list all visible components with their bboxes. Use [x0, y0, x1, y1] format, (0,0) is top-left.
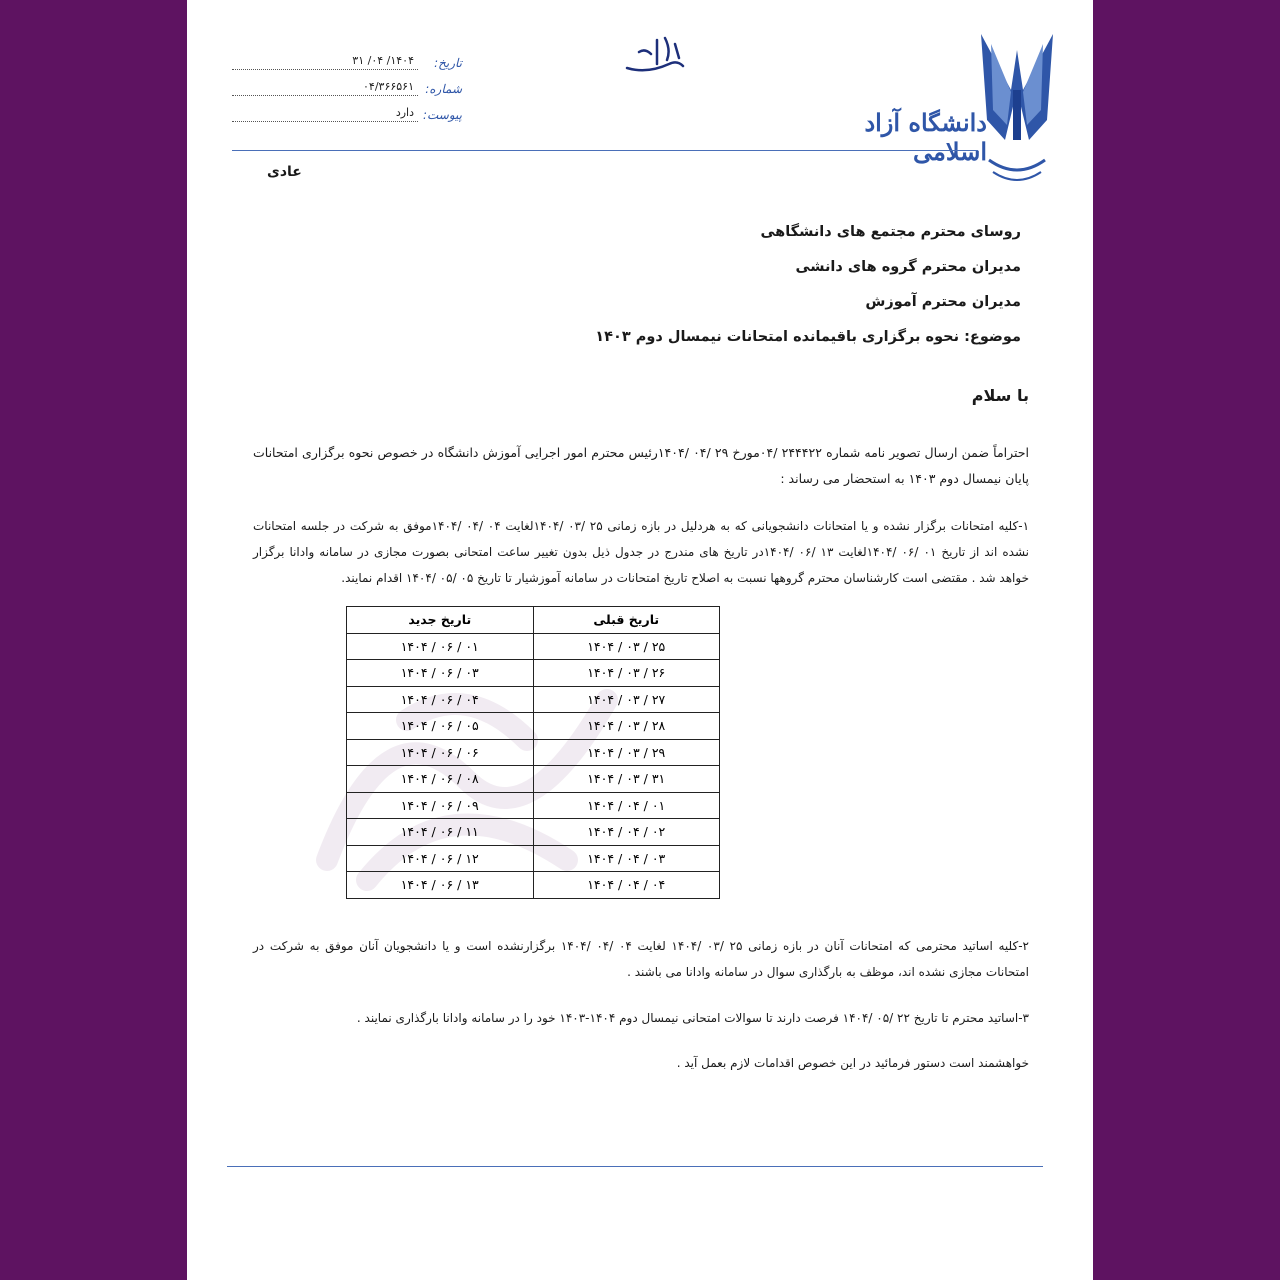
table-row — [347, 660, 720, 687]
footer-divider — [227, 1166, 1043, 1167]
date-row — [232, 54, 462, 80]
previous-date-cell: ۲۹ / ۰۳ / ۱۴۰۴ — [533, 739, 720, 766]
table-row — [347, 845, 720, 872]
new-date-cell: ۱۲ / ۰۶ / ۱۴۰۴ — [347, 845, 534, 872]
new-date-cell: ۱۱ / ۰۶ / ۱۴۰۴ — [347, 819, 534, 846]
table-row — [347, 713, 720, 740]
previous-date-cell: ۰۴ / ۰۴ / ۱۴۰۴ — [533, 872, 720, 899]
previous-date-cell: ۲۵ / ۰۳ / ۱۴۰۴ — [533, 633, 720, 660]
table-row — [347, 739, 720, 766]
classification-label: عادی — [267, 164, 302, 180]
attachment-label: پیوست: — [422, 108, 462, 122]
table-header-row — [347, 607, 720, 634]
new-date-cell: ۰۶ / ۰۶ / ۱۴۰۴ — [347, 739, 534, 766]
new-date-cell: ۰۸ / ۰۶ / ۱۴۰۴ — [347, 766, 534, 793]
date-label: تاریخ: — [434, 56, 462, 70]
table-row — [347, 872, 720, 899]
item-2-paragraph: ۲-کلیه اساتید محترمی که امتحانات آنان در بازه زمانی ۲۵ /۰۳ /۱۴۰۴ لغایت ۰۴ /۰۴ /۱۴۰۴ برگزارنشده است و یا دانشجویان آنان موفق به شرکت در امتحانات مجازی نشده اند، موظف به بارگذاری سوال در سامانه وادانا می باشند . — [253, 939, 1029, 979]
table-row — [347, 686, 720, 713]
basmala-calligraphy — [617, 30, 697, 80]
previous-date-cell: ۳۱ / ۰۳ / ۱۴۰۴ — [533, 766, 720, 793]
addressee-line: مدیران محترم گروه های دانشی — [795, 259, 1021, 275]
attachment-value: دارد — [395, 106, 414, 119]
addressee-line: مدیران محترم آموزش — [865, 294, 1021, 310]
subject-line: موضوع: نحوه برگزاری باقیمانده امتحانات نیمسال دوم ۱۴۰۳ — [595, 329, 1021, 345]
addressee-line: روسای محترم مجتمع های دانشگاهی — [760, 224, 1021, 240]
dotted-line — [232, 69, 418, 70]
university-logo-icon — [977, 30, 1057, 190]
new-date-cell: ۰۳ / ۰۶ / ۱۴۰۴ — [347, 660, 534, 687]
letter-meta — [232, 54, 462, 132]
number-row — [232, 80, 462, 106]
addressees — [595, 218, 1021, 358]
number-label: شماره: — [425, 82, 462, 96]
table-row — [347, 792, 720, 819]
new-date-cell: ۰۱ / ۰۶ / ۱۴۰۴ — [347, 633, 534, 660]
letter-page — [187, 0, 1093, 1280]
greeting: با سلام — [971, 386, 1029, 405]
table-row — [347, 633, 720, 660]
item-1-paragraph: ۱-کلیه امتحانات برگزار نشده و یا امتحانات دانشجویانی که به هردلیل در بازه زمانی ۲۵ /۰۳ /۱۴۰۴لغایت ۰۴ /۰۴ /۱۴۰۴موفق به شرکت در جلسه امتحانات نشده اند از تاریخ ۰۱ /۰۶ /۱۴۰۴لغایت ۱۳ /۰۶ /۱۴۰۴در تاریخ های مندرج در جدول ذیل بدون تغییر ساعت امتحانی بصورت مجازی در سامانه وادانا برگزار خواهد شد . مقتضی است کارشناسان محترم گروهها نسبت به اصلاح تاریخ امتحانات در سامانه آموزشیار تا تاریخ ۰۵ /۰۵ /۱۴۰۴ اقدام نمایند. — [253, 519, 1030, 585]
previous-date-cell: ۲۷ / ۰۳ / ۱۴۰۴ — [533, 686, 720, 713]
table-row — [347, 819, 720, 846]
university-name: دانشگاه آزاد اسلامی — [864, 108, 987, 166]
table-row — [347, 766, 720, 793]
previous-date-cell: ۲۶ / ۰۳ / ۱۴۰۴ — [533, 660, 720, 687]
column-header-new: تاریخ جدید — [347, 607, 534, 634]
attachment-row — [232, 106, 462, 132]
exam-dates-table — [346, 606, 720, 899]
dotted-line — [232, 95, 418, 96]
header-divider — [232, 150, 978, 151]
previous-date-cell: ۰۱ / ۰۴ / ۱۴۰۴ — [533, 792, 720, 819]
item-3-paragraph: ۳-اساتید محترم تا تاریخ ۲۲ /۰۵ /۱۴۰۴ فرصت دارند تا سوالات امتحانی نیمسال دوم ۱۴۰۴-۱۴۰۳ خود را در سامانه وادانا بارگذاری نمایند . — [356, 1011, 1029, 1025]
new-date-cell: ۰۹ / ۰۶ / ۱۴۰۴ — [347, 792, 534, 819]
new-date-cell: ۰۴ / ۰۶ / ۱۴۰۴ — [347, 686, 534, 713]
dotted-line — [232, 121, 418, 122]
closing-paragraph: خواهشمند است دستور فرمائید در این خصوص اقدامات لازم بعمل آید . — [676, 1056, 1029, 1070]
new-date-cell: ۰۵ / ۰۶ / ۱۴۰۴ — [347, 713, 534, 740]
previous-date-cell: ۰۳ / ۰۴ / ۱۴۰۴ — [533, 845, 720, 872]
date-value: ۱۴۰۴/ ۰۴/ ۳۱ — [352, 54, 414, 67]
number-value: ۰۴/۳۶۶۵۶۱ — [363, 80, 414, 93]
previous-date-cell: ۲۸ / ۰۳ / ۱۴۰۴ — [533, 713, 720, 740]
new-date-cell: ۱۳ / ۰۶ / ۱۴۰۴ — [347, 872, 534, 899]
intro-paragraph: احتراماً ضمن ارسال تصویر نامه شماره ۲۴۴۴۲۲ /۰۴مورخ ۲۹ /۰۴ /۱۴۰۴رئیس محترم امور اجرایی آموزش دانشگاه در خصوص نحوه برگزاری امتحانات پایان نیمسال دوم ۱۴۰۳ به استحضار می رساند : — [253, 445, 1029, 486]
column-header-previous: تاریخ قبلی — [533, 607, 720, 634]
previous-date-cell: ۰۲ / ۰۴ / ۱۴۰۴ — [533, 819, 720, 846]
